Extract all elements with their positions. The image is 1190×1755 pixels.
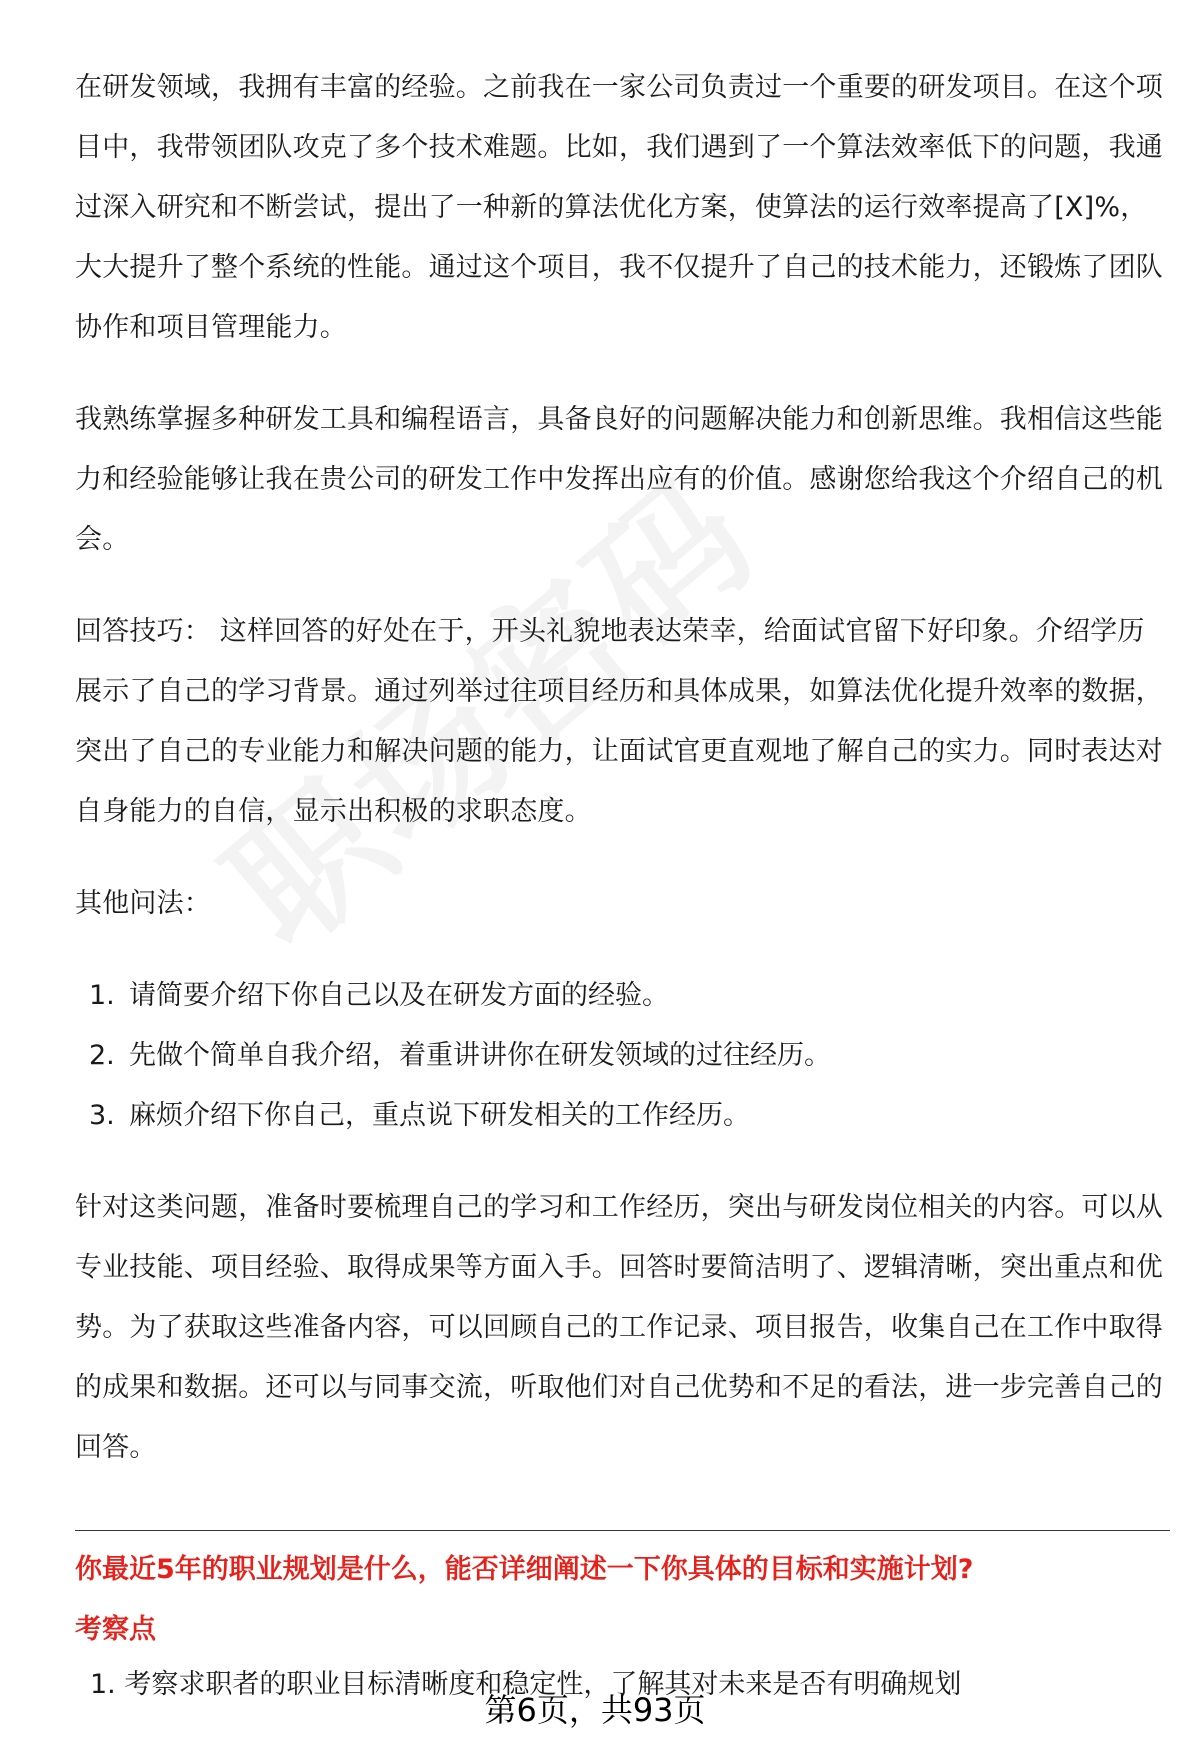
- list-number: 2.: [89, 1040, 115, 1071]
- list-text: 麻烦介绍下你自己，重点说下研发相关的工作经历。: [129, 1100, 750, 1131]
- section-divider: [75, 1530, 1170, 1531]
- list-text: 请简要介绍下你自己以及在研发方面的经验。: [129, 980, 669, 1011]
- paragraph-experience: 在研发领域，我拥有丰富的经验。之前我在一家公司负责过一个重要的研发项目。在这个项目中，我带领团队攻克了多个技术难题。比如，我们遇到了一个算法效率低下的问题，我通过深入研究和不断尝试，提出了一种新的算法优化方案，使算法的运行效率提高了[X]%，大大提升了整个系统的性能。通过这个项目，我不仅提升了自己的技术能力，还锻炼了团队协作和项目管理能力。: [75, 72, 1163, 343]
- list-item: [75, 966, 1165, 1026]
- alt-question-list: [75, 966, 1165, 1146]
- list-item: [75, 1026, 1165, 1086]
- paragraph-answer-tips: 回答技巧： 这样回答的好处在于，开头礼貌地表达荣幸，给面试官留下好印象。介绍学历展示了自己的学习背景。通过列举过往项目经历和具体成果，如算法优化提升效率的数据，突出了自己的专业能力和解决问题的能力，让面试官更直观地了解自己的实力。同时表达对自身能力的自信，显示出积极的求职态度。: [75, 616, 1163, 827]
- paragraph-preparation: 针对这类问题，准备时要梳理自己的学习和工作经历，突出与研发岗位相关的内容。可以从专业技能、项目经验、取得成果等方面入手。回答时要简洁明了、逻辑清晰，突出重点和优势。为了获取这些准备内容，可以回顾自己的工作记录、项目报告，收集自己在工作中取得的成果和数据。还可以与同事交流，听取他们对自己优势和不足的看法，进一步完善自己的回答。: [75, 1192, 1163, 1463]
- list-number: 3.: [89, 1100, 115, 1131]
- list-text: 先做个简单自我介绍，着重讲讲你在研发领域的过往经历。: [129, 1040, 831, 1071]
- section-heading-assessment: 考察点: [75, 1614, 156, 1645]
- cut-off-text: 1. 考察求职者的职业目标清晰度和稳定性，了解其对未来是否有明确规划: [90, 1669, 962, 1700]
- question-title: 你最近5年的职业规划是什么，能否详细阐述一下你具体的目标和实施计划?: [75, 1554, 974, 1585]
- paragraph-other-phrasings: 其他问法：: [75, 888, 211, 919]
- main-content: [75, 58, 1165, 1478]
- list-item: [75, 1086, 1165, 1146]
- page-footer: 第6页，共93页: [484, 1691, 706, 1729]
- list-number: 1.: [89, 980, 115, 1011]
- paragraph-skills: 我熟练掌握多种研发工具和编程语言，具备良好的问题解决能力和创新思维。我相信这些能力和经验能够让我在贵公司的研发工作中发挥出应有的价值。感谢您给我这个介绍自己的机会。: [75, 404, 1163, 555]
